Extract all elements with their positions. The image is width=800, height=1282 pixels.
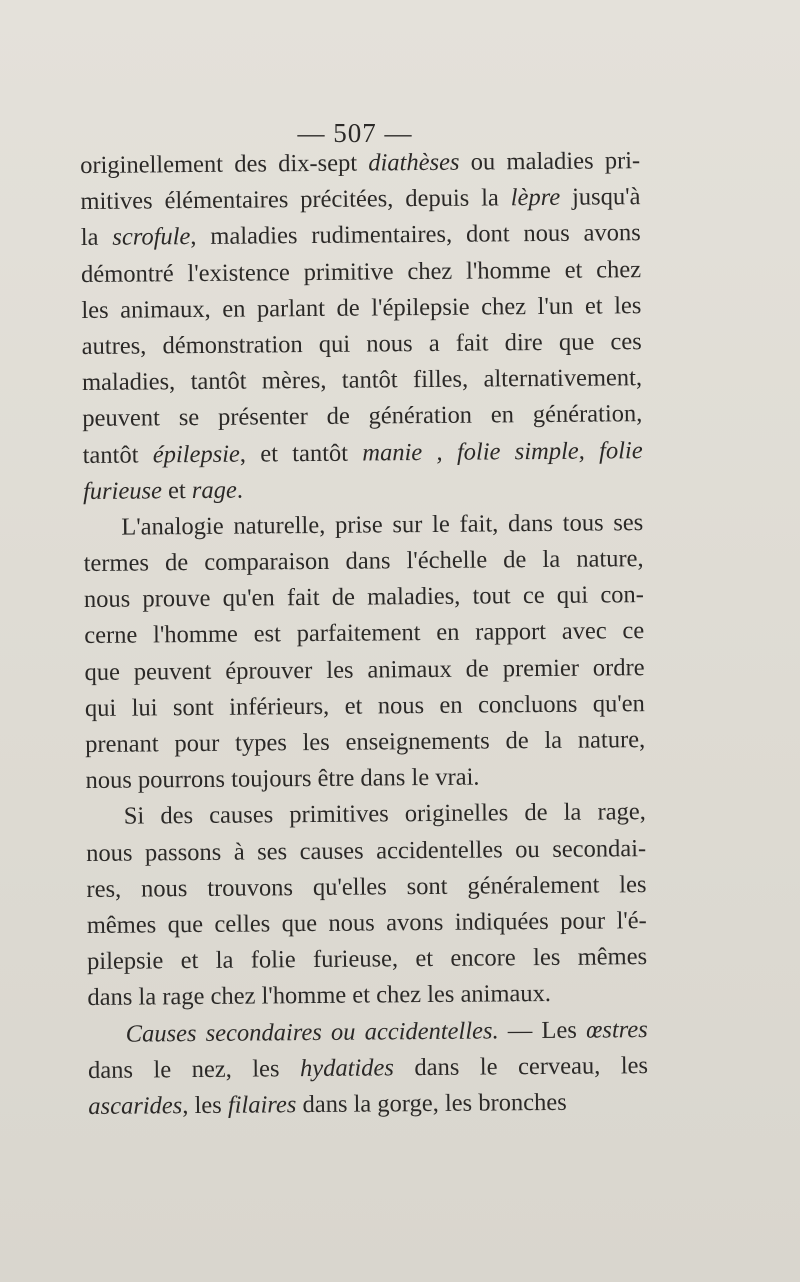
italic-term: filaires [227, 1091, 297, 1119]
italic-term: scrofule [112, 223, 191, 252]
italic-term: manie , folie simple, folie [362, 436, 643, 467]
text-segment: dans la gorge, les bronches [296, 1088, 567, 1119]
text-line [82, 360, 642, 401]
text-line [80, 179, 640, 220]
text-line [88, 1012, 648, 1053]
text-line [84, 577, 644, 618]
text-segment: dans le nez, les [87, 1054, 301, 1084]
text-line [80, 143, 640, 184]
text-segment: que peuvent éprouver les animaux de premier ordre [84, 653, 645, 686]
text-segment: Si des causes primitives originelles de la rage, [123, 798, 646, 831]
text-segment: maladies, tantôt mères, tantôt filles, alternativement, [81, 364, 643, 397]
text-segment: tantôt [82, 440, 153, 469]
italic-term: hydatides [299, 1053, 395, 1082]
text-line [81, 252, 641, 293]
text-segment: ou maladies pri- [459, 147, 641, 176]
text-line [87, 975, 647, 1016]
italic-term: rage [191, 476, 237, 504]
italic-term: lèpre [510, 183, 561, 212]
text-segment: jusqu'à [560, 183, 641, 211]
text-segment: L'analogie naturelle, prise sur le fait, dans tous ses [121, 508, 644, 541]
text-line [85, 758, 645, 799]
italic-term: Causes secondaires ou accidentelles. [125, 1016, 499, 1048]
text-line [85, 722, 645, 763]
text-line [82, 324, 642, 365]
text-segment: res, nous trouvons qu'elles sont généralement les [86, 870, 647, 903]
text-segment: cerne l'homme est parfaitement en rapport avec ce [84, 617, 645, 650]
text-segment: les animaux, en parlant de l'épilepsie chez l'un et les [81, 291, 642, 324]
text-line [86, 831, 646, 872]
text-segment: pilepsie et la folie furieuse, et encore les mêmes [86, 943, 648, 976]
text-segment: démontré l'existence primitive chez l'homme et chez [80, 255, 642, 288]
text-line [84, 650, 644, 691]
text-segment: qui lui sont inférieurs, et nous en concluons qu'en [84, 689, 645, 722]
italic-term: furieuse [82, 476, 163, 505]
text-line [88, 1084, 648, 1125]
text-segment: nous pourrons toujours être dans le vrai. [85, 763, 480, 795]
italic-term: ascarides [88, 1092, 183, 1120]
text-segment: nous passons à ses causes accidentelles ou secondai- [86, 834, 647, 867]
text-segment: nous prouve qu'en fait de maladies, tout ce qui con- [83, 581, 645, 614]
text-line [87, 903, 647, 944]
italic-term: œstres [585, 1015, 648, 1044]
text-line [83, 433, 643, 474]
text-line [86, 867, 646, 908]
text-segment: , les [182, 1091, 228, 1120]
text-line [83, 541, 643, 582]
text-line [87, 939, 647, 980]
text-segment: prenant pour types les enseignements de la nature, [85, 726, 646, 758]
text-segment: dans le cerveau, les [393, 1051, 649, 1081]
text-segment: autres, démonstration qui nous a fait dire que ces [81, 328, 642, 360]
text-line [82, 396, 642, 437]
text-line [84, 614, 644, 655]
text-line [86, 794, 646, 835]
text-segment: termes de comparaison dans l'échelle de la nature, [83, 545, 644, 578]
text-line [83, 505, 643, 546]
text-line [81, 288, 641, 329]
text-line [81, 215, 641, 256]
text-segment: , et tantôt [239, 439, 363, 468]
text-segment: dans la rage chez l'homme et chez les animaux. [87, 980, 552, 1012]
page-number: — 507 — [297, 118, 413, 148]
text-segment: . [236, 476, 244, 504]
text-segment: mêmes que celles que nous avons indiquées pour l'é- [86, 907, 647, 939]
text-segment: la [80, 224, 113, 252]
text-segment: mitives élémentaires précitées, depuis la [80, 184, 511, 216]
body-text [80, 143, 649, 1125]
text-segment: — Les [498, 1016, 587, 1044]
text-segment: peuvent se présenter de génération en génération, [82, 400, 643, 433]
italic-term: diathèses [368, 148, 460, 177]
text-segment: , maladies rudimentaires, dont nous avons [190, 219, 641, 251]
text-line [83, 469, 643, 510]
text-segment: originellement des dix-sept [80, 149, 369, 179]
text-line [88, 1048, 648, 1089]
text-segment: et [161, 476, 192, 504]
italic-term: épilepsie [152, 440, 240, 468]
text-line [85, 686, 645, 727]
